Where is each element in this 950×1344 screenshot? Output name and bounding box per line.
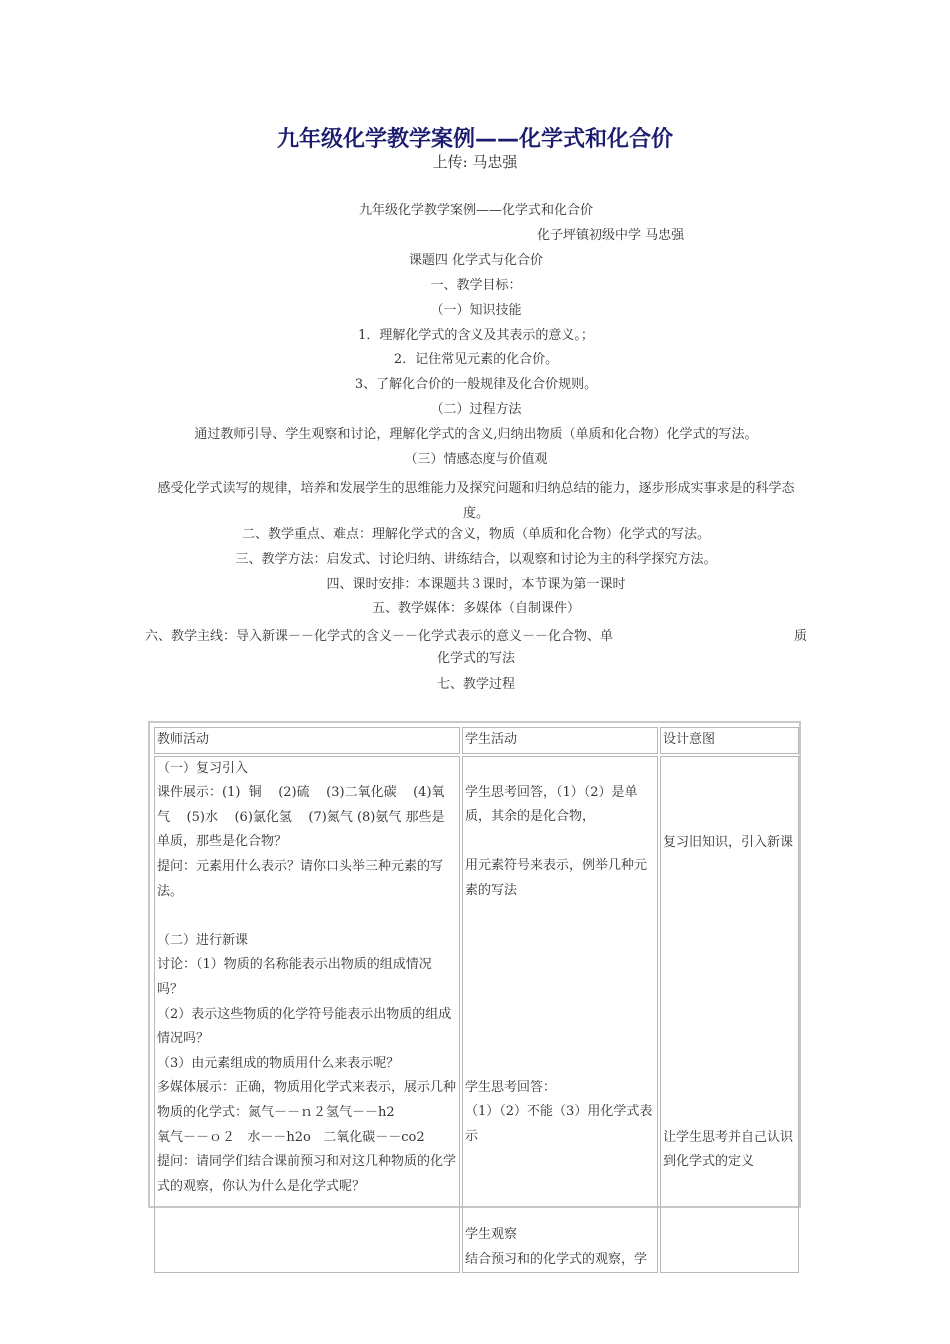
- uploader-line: 上传: 马忠强: [432, 153, 518, 171]
- header-intent: 设计意图: [660, 727, 799, 754]
- main-line-continued: 化学式的写法: [436, 651, 515, 666]
- teacher-cell: [154, 756, 460, 1274]
- key-points: 二、教学重点、难点：理解化学式的含义，物质（单质和化合物）化学式的写法。: [241, 527, 710, 542]
- header-student: 学生活动: [462, 727, 658, 754]
- main-line-right: 质: [793, 629, 807, 644]
- process-heading: （二）过程方法: [430, 402, 522, 417]
- knowledge-item-1: 1．理解化学式的含义及其表示的意义。；: [358, 328, 594, 343]
- teacher-activities: （一）复习引入 课件展示：(1) 铜 (2)硫 (3)二氧化碳 (4)氧气 (5)水 (6)氯化氢 (7)氮气 (8)氨气 那些是单质，那些是化合物？ 提问：元素用什么表示？请你口头举三种元素的写法。 （二）进行新课 讨论：（1）物质的名称能表示出物质的组成情况吗？ （2）表示这些物质的化学符号能表示出物质的组成情况吗？ （3）由元素组成的物质用什么来表示呢？ 多媒体展示：正确，物质用化学式来表示，展示几种物质的化学式：氮气－－ｎ２氢气－－h2 氧气－－ｏ２ 水－－h2o 二氧化碳－－co2 提问：请同学们结合课前预习和对这几种物质的化学式的观察，你认为什么是化学式呢？: [157, 760, 457, 1194]
- intent-cell: [660, 756, 799, 1274]
- knowledge-item-3: 3、了解化合价的一般规律及化合价规则。: [354, 377, 598, 392]
- student-activities: 学生思考回答，（1）（2）是单质，其余的是化合物， 用元素符号来表示，例举几种元素的写法 学生思考回答： （1）（2）不能（3）用化学式表示 学生观察 结合预习和的化学式的观察，学: [465, 784, 653, 1267]
- table-row: [154, 756, 799, 1274]
- design-intent: 复习旧知识，引入新课 让学生思考并自己认识到化学式的定义: [663, 834, 794, 1170]
- main-line-left: 六、教学主线：导入新课－－化学式的含义－－化学式表示的意义－－化合物、单: [145, 629, 614, 644]
- student-cell: [462, 756, 658, 1274]
- subtitle: 九年级化学教学案例——化学式和化合价: [358, 203, 593, 218]
- media: 五、教学媒体：多媒体（自制课件）: [371, 601, 580, 616]
- schedule: 四、课时安排：本课题共３课时，本节课为第一课时: [326, 577, 626, 592]
- school-author: 化子坪镇初级中学 马忠强: [537, 228, 685, 243]
- goals-heading: 一、教学目标：: [430, 278, 522, 293]
- emotion-text: 感受化学式读写的规律，培养和发展学生的思维能力及探究问题和归纳总结的能力，逐步形成实事求是的科学态度。: [157, 481, 795, 521]
- knowledge-item-2: 2．记住常见元素的化合价。: [393, 352, 559, 367]
- knowledge-heading: （一）知识技能: [430, 303, 522, 318]
- process-title: 七、教学过程: [436, 677, 515, 692]
- table-header-row: [154, 727, 799, 754]
- lesson-table: [148, 721, 801, 1267]
- topic-heading: 课题四 化学式与化合价: [408, 253, 544, 268]
- emotion-heading: （三）情感态度与价值观: [404, 452, 548, 467]
- teaching-methods: 三、教学方法：启发式、讨论归纳、讲练结合，以观察和讨论为主的科学探究方法。: [235, 552, 717, 567]
- header-teacher: 教师活动: [154, 727, 460, 754]
- process-text: 通过教师引导、学生观察和讨论，理解化学式的含义,归纳出物质（单质和化合物）化学式的写法。: [194, 427, 758, 442]
- document-title: 九年级化学教学案例——化学式和化合价: [276, 127, 673, 152]
